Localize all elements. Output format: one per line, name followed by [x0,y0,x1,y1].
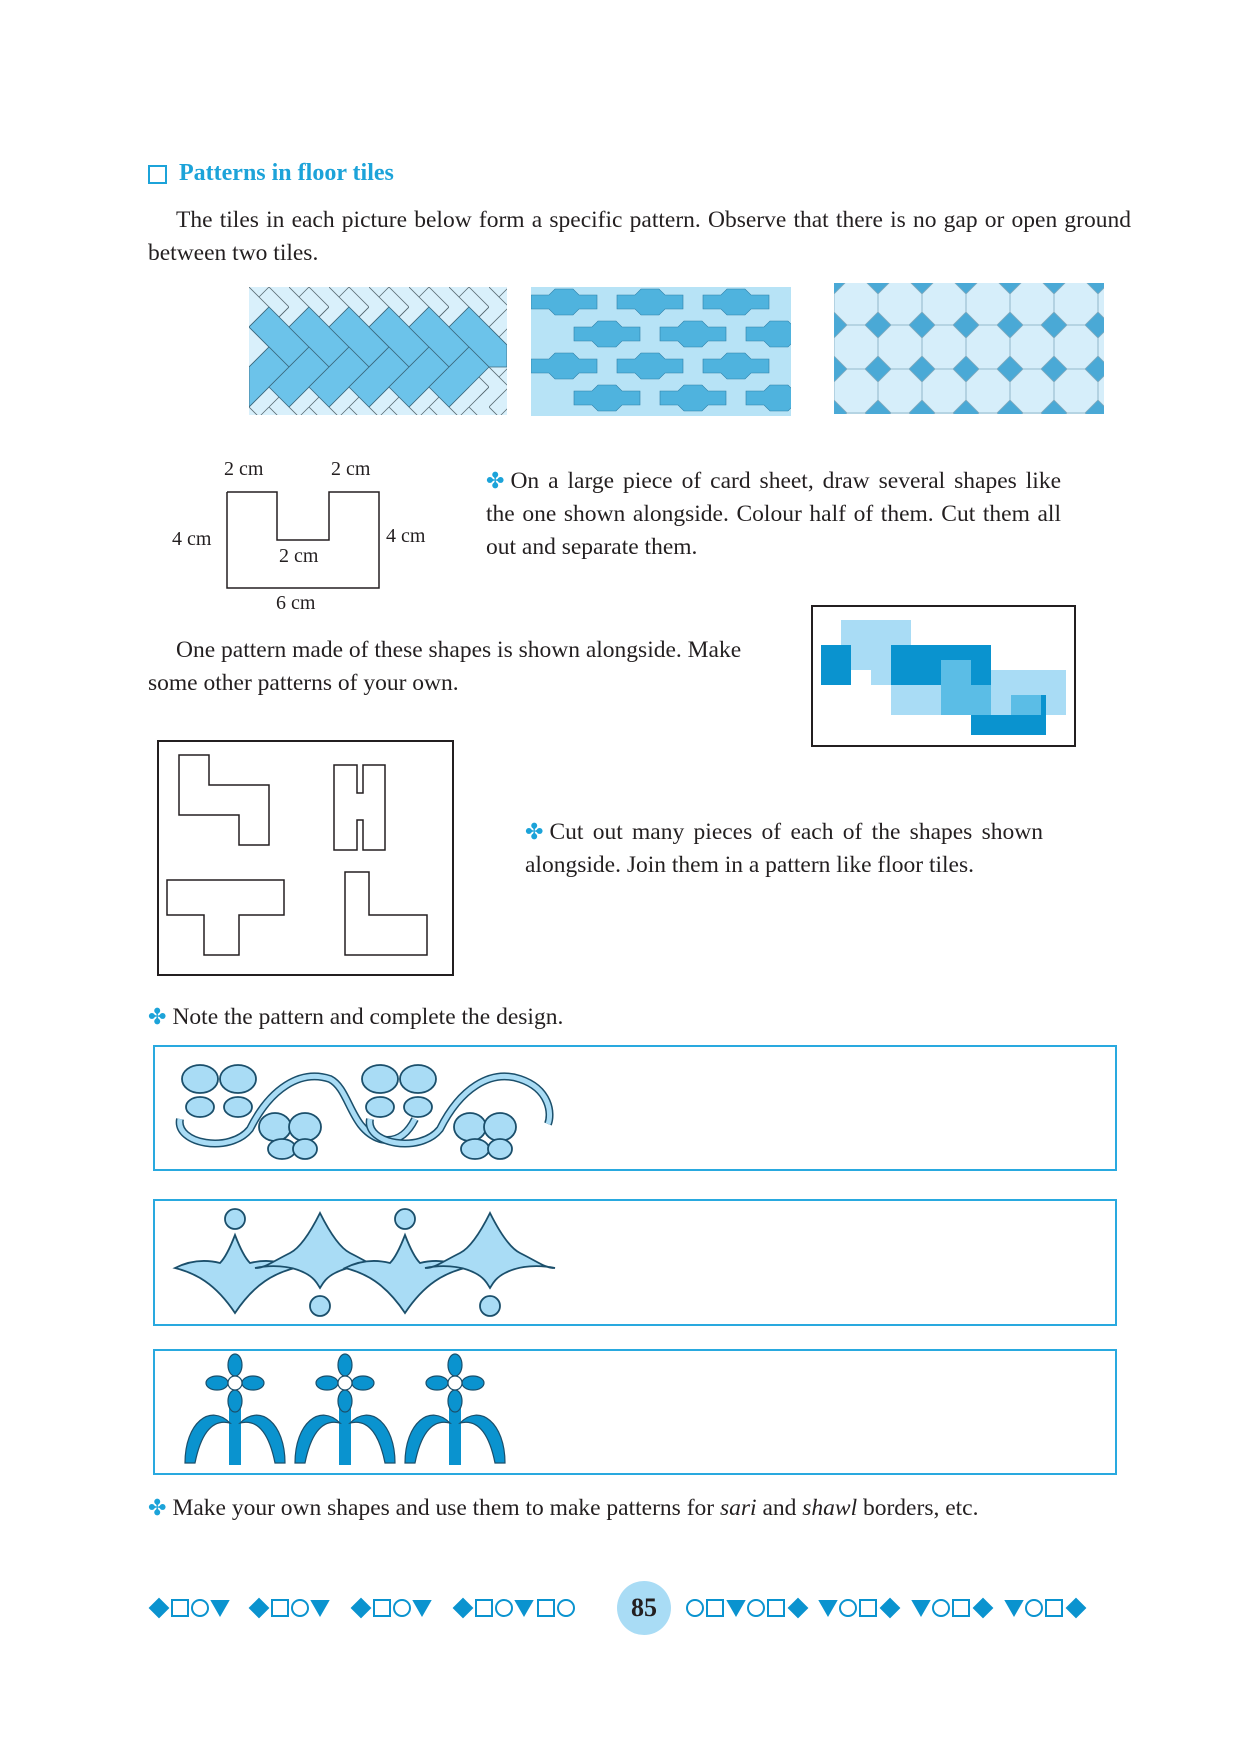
activity-4-sari: sari [719,1495,757,1521]
flower-unit [295,1354,395,1465]
page-number: 85 [617,1581,671,1635]
activity-4-text [148,1491,1138,1525]
activity-1-text [486,464,1061,564]
u-shape-pattern-example [811,605,1076,747]
flower-unit [185,1354,285,1465]
design-box-clover [153,1045,1117,1171]
octagon-tile-picture [834,283,1104,414]
clover-vine-pattern [170,1049,570,1169]
section-heading [148,160,394,187]
design-box-spade [153,1199,1117,1326]
pattern-note: One pattern made of these shapes is shown alongside. Make some other patterns of your own. [148,637,742,696]
activity-4-part-3: borders, etc. [857,1495,979,1521]
section-heading-text: Patterns in floor tiles [179,160,394,186]
clover-bullet-icon: ✤ [525,819,544,844]
dim-top-right: 2 cm [331,458,371,480]
heading-checkbox-icon [148,165,167,184]
herringbone-tile-picture [249,287,507,415]
dim-inner: 2 cm [279,545,319,567]
u-shape-diagram [225,490,381,590]
dim-bottom: 6 cm [276,592,316,614]
clover-bullet-icon: ✤ [148,1004,167,1029]
activity-2-text [525,815,1043,882]
design-box-flower-arch [153,1349,1117,1475]
intro-paragraph: The tiles in each picture below form a specific pattern. Observe that there is no gap or open ground between two tiles. [148,207,1131,266]
activity-4-part-2: and [756,1495,803,1521]
activity-3-body: Note the pattern and complete the design. [172,1004,564,1030]
spade-pattern [170,1203,570,1323]
wave-tile-picture [531,287,791,416]
activity-1-body: On a large piece of card sheet, draw several shapes like the one shown alongside. Colour half of them. Cut them all out and separate them. [486,468,1061,560]
dim-top-left: 2 cm [224,458,264,480]
flower-unit [405,1354,505,1465]
dim-right: 4 cm [386,525,426,547]
clover-bullet-icon: ✤ [148,1495,167,1520]
dim-left: 4 cm [172,528,212,550]
activity-2-body: Cut out many pieces of each of the shapes shown alongside. Join them in a pattern like floor tiles. [525,819,1043,878]
activity-4-shawl: shawl [802,1495,858,1521]
activity-3-text [148,1000,1048,1034]
clover-bullet-icon: ✤ [486,468,505,493]
four-shapes-box [157,740,454,976]
activity-4-part-1: Make your own shapes and use them to make patterns for [172,1495,720,1521]
flower-arch-pattern [170,1353,570,1473]
